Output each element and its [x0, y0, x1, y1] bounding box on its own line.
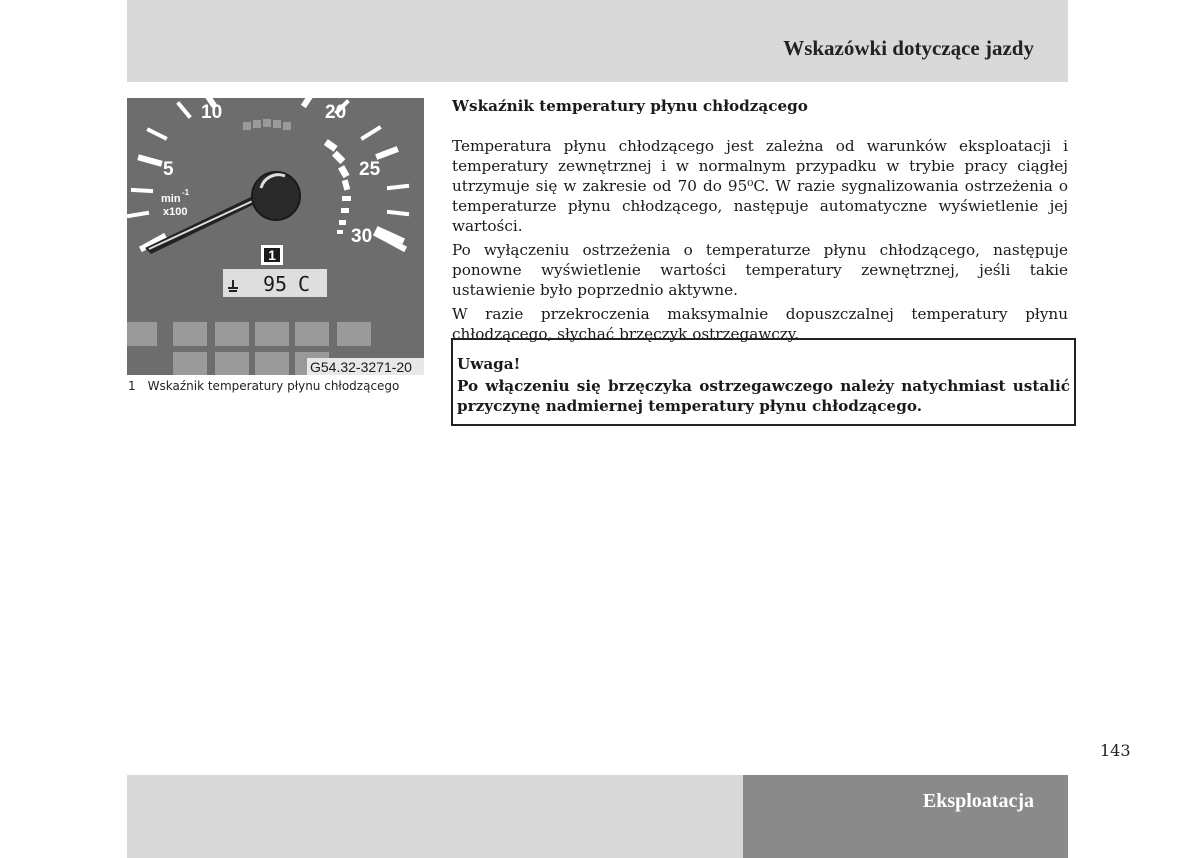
caption-text: Wskaźnik temperatury płynu chłodzącego	[147, 379, 400, 393]
figure-caption	[128, 379, 399, 393]
display-value: 95	[263, 272, 288, 296]
footer-section-tab	[743, 775, 1068, 858]
paragraph: W razie przekroczenia maksymalnie dopuszczalnej temperatury płynu chłodzącego, słychać brzęczyk ostrzegawczy.	[452, 305, 1068, 343]
unit-label-min: min	[161, 193, 181, 205]
paragraph: Po wyłączeniu ostrzeżenia o temperaturze płynu chłodzącego, następuje ponowne wyświetlenie wartości temperatury zewnętrznej, jeśli takie ustawienie było poprzednio aktywne.	[452, 241, 1068, 299]
label-5: 5	[163, 159, 174, 180]
caption-number: 1	[128, 379, 136, 393]
coolant-display	[223, 269, 327, 297]
main-text	[452, 96, 1068, 348]
label-25: 25	[359, 159, 381, 180]
header-band	[127, 0, 1068, 82]
paragraph: Temperatura płynu chłodzącego jest zależna od warunków eksploatacji i temperatury zewnętrznej i w normalnym przypadku w trybie pracy ciągłej utrzymuje się w zakresie od 70 do 95⁰C. W razie sygnalizowania ostrzeżenia o temperaturze płynu chłodzącego, następuje automatyczne wyświetlenie jej wartości.	[452, 137, 1068, 235]
chapter-title: Wskazówki dotyczące jazdy	[783, 36, 1034, 60]
figure-code: G54.32-3271-20	[310, 359, 412, 375]
warning-box	[451, 338, 1076, 426]
tachometer-illustration	[127, 98, 424, 375]
warning-title: Uwaga!	[457, 355, 521, 373]
unit-label-exponent: -1	[182, 188, 190, 197]
tachometer-figure	[127, 98, 424, 375]
label-20: 20	[325, 102, 347, 123]
footer-section-label: Eksploatacja	[922, 790, 1034, 812]
footer-band	[127, 775, 743, 858]
label-30: 30	[351, 226, 373, 247]
section-heading: Wskaźnik temperatury płynu chłodzącego	[452, 97, 808, 115]
callout-number: 1	[268, 247, 276, 263]
warning-text: Po włączeniu się brzęczyka ostrzegawczego należy natychmiast ustalić przyczynę nadmiernej temperatury płynu chłodzącego.	[457, 377, 1070, 415]
callout-1	[261, 245, 283, 265]
page-number: 143	[1100, 741, 1131, 760]
display-unit: C	[298, 272, 311, 296]
unit-label-x100: x100	[163, 206, 188, 218]
label-10: 10	[201, 102, 223, 123]
